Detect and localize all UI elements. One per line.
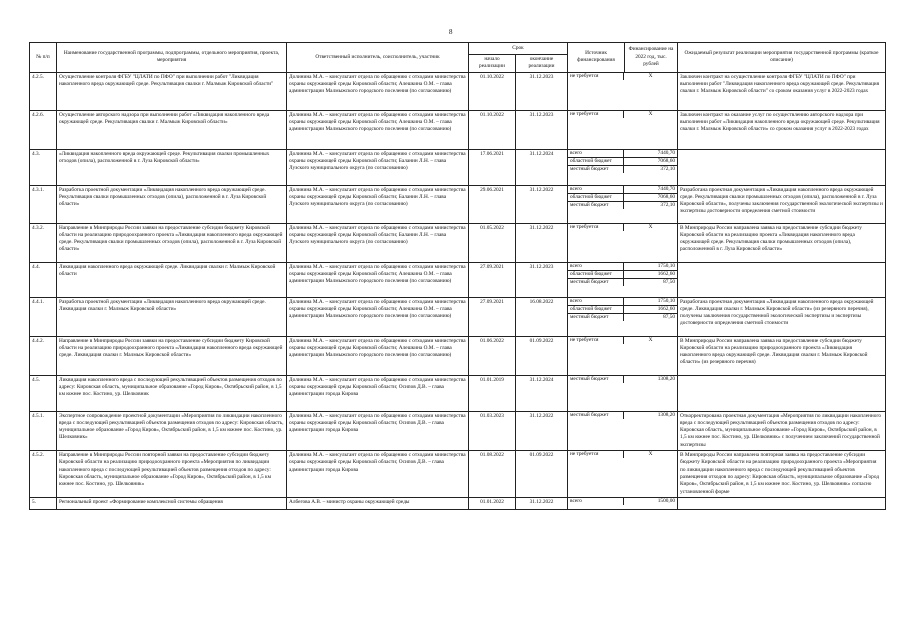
header-funding: Финансирование на 2022 год, тыс. рублей (625, 43, 678, 73)
row-executor: Долинина М.А. – консультант отдела по обращению с отходами министерства охраны окружающей среды Кировской области; Алешкина О.М. – глава администрации Малмыжского городского поселения (по согласованию) (287, 297, 469, 336)
row-start-date: 01.01.2022 (469, 497, 516, 509)
row-name: Региональный проект «Формирование комплексной системы обращения (57, 497, 287, 509)
financing-source: не требуется (570, 223, 599, 230)
financing-value: 1662,60 (623, 271, 677, 279)
header-source: Источник финансирования (568, 43, 625, 73)
row-name: Осуществление контроля ФГБУ "ЦЛАТИ по ПФО" при выполнении работ "Ликвидация накопленного вреда окружающей среде. Рекультивация свалки г. Малмыж Кировской области" (57, 72, 287, 110)
row-financing (568, 375, 678, 411)
financing-source: всего (568, 186, 623, 194)
financing-value: 1308,20 (623, 376, 677, 383)
row-result (678, 497, 886, 509)
row-financing (568, 185, 678, 223)
financing-source: областной бюджет (568, 271, 623, 279)
row-financing (568, 149, 678, 185)
row-result: В Минприроды России направлена заявка на предоставление субсидии бюджету Кировской области на реализацию проекта «Ликвидация накопленного вреда окружающей среде. Рекультивация свалки промышленных отходов (опила), расположенной в г. Луза Кировской области» (678, 223, 886, 262)
row-result: Заключен контракт на оказание услуг по осуществлению авторского надзора при выполнении работ «Ликвидация накопленного вреда окружающей среде. Рекультивация свалки г. Малмыж Кировской области» со сроком оказания услуг в 2022-2023 годах (678, 110, 886, 149)
financing-source: всего (568, 150, 623, 158)
row-result: Откорректирована проектная документация «Мероприятия по ликвидации накопленного вреда с последующей рекультивацией объектов размещения отходов по адресу: Кировская область, муниципальное образование «Город Киров», Октябрьский район, в 1,5 км южнее пос. Костино, ур. Шелковник» с получением заключений государственной экспертизы (678, 411, 886, 450)
row-name: Осуществление авторского надзора при выполнении работ «Ликвидация накопленного вреда окружающей среде. Рекультивация свалки г. Малмыж Кировской области» (57, 110, 287, 149)
financing-value: 87,50 (623, 279, 677, 286)
row-start-date: 27.09.2021 (469, 297, 516, 336)
row-financing (568, 336, 678, 375)
table-row (30, 262, 886, 297)
header-term: Срок (469, 43, 568, 55)
row-name: Экспертное сопровождение проектной документации «Мероприятия по ликвидации накопленного вреда с последующей рекультивацией объектов размещения отходов по адресу: Кировская область, муниципальное образование «Город Киров», Октябрьский район, в 1,5 км южнее пос. Костино, ур. Шелковник» (57, 411, 287, 450)
row-number: 5. (30, 497, 57, 509)
row-start-date: 01.10.2022 (469, 72, 516, 110)
row-end-date: 01.09.2022 (516, 451, 568, 498)
row-name: Разработка проектной документации «Ликвидация накопленного вреда окружающей среде. Ликвидация свалки г. Малмыж Кировской области» (57, 297, 287, 336)
row-executor: Долинина М.А. – консультант отдела по обращению с отходами министерства охраны окружающей среды Кировской области; Алешкина О.М. – глава администрации Малмыжского городского поселения (по согласованию) (287, 336, 469, 375)
financing-value: X (623, 224, 677, 231)
row-end-date: 31.12.2023 (516, 72, 568, 110)
financing-source: областной бюджет (568, 194, 623, 202)
row-executor: Долинина М.А. – консультант отдела по обращению с отходами министерства охраны окружающей среды Кировской области; Осипов Д.В. – глава администрации города Кирова (287, 411, 469, 450)
financing-source: местный бюджет (570, 202, 609, 209)
table-row (30, 110, 886, 149)
header-executor: Ответственный исполнитель, соисполнитель, участник (287, 43, 469, 73)
row-name: Направление в Минприроды России заявки на предоставление субсидии бюджету Кировской области на реализацию природоохранного проекта «Ликвидация накопленного вреда окружающей среде. Рекультивация свалки промышленных отходов (опила), расположенной в г. Луза Кировской области» (57, 223, 287, 262)
financing-value: X (623, 337, 677, 344)
row-end-date: 31.12.2022 (516, 185, 568, 223)
row-end-date: 31.12.2023 (516, 110, 568, 149)
financing-value: 372,10 (623, 202, 677, 209)
program-table (29, 42, 886, 510)
row-start-date: 01.05.2022 (469, 223, 516, 262)
financing-source: всего (570, 497, 582, 504)
row-executor: Долинина М.А. – консультант отдела по обращению с отходами министерства охраны окружающей среды Кировской области; Осипов Д.В. – глава администрации города Кирова (287, 451, 469, 498)
table-row (30, 497, 886, 509)
row-executor: Долинина М.А. – консультант отдела по обращению с отходами министерства охраны окружающей среды Кировской области; Баланин Л.Н. – глава Лузского муниципального округа (по согласованию) (287, 149, 469, 185)
financing-value: 7068,60 (623, 194, 677, 202)
row-number: 4.5. (30, 375, 57, 411)
row-number: 4.4.2. (30, 336, 57, 375)
row-start-date: 17.06.2021 (469, 149, 516, 185)
row-start-date: 01.08.2022 (469, 451, 516, 498)
financing-source: местный бюджет (570, 279, 609, 286)
row-end-date: 31.12.2022 (516, 411, 568, 450)
financing-value: 1308,20 (623, 412, 677, 419)
row-financing (568, 297, 678, 336)
row-executor: Долинина М.А. – консультант отдела по обращению с отходами министерства охраны окружающей среды Кировской области; Алешкина О.М. – глава администрации Малмыжского городского поселения (по согласованию) (287, 72, 469, 110)
row-financing (568, 262, 678, 297)
row-executor: Долинина М.А. – консультант отдела по обращению с отходами министерства охраны окружающей среды Кировской области; Осипов Д.В. – глава администрации города Кирова (287, 375, 469, 411)
table-header (30, 43, 886, 73)
table-row (30, 451, 886, 498)
row-financing (568, 497, 678, 509)
row-result: Разработана проектная документация «Ликвидация накопленного вреда окружающей среде. Ликвидация свалки г. Малмыж Кировской области» (из резервного перечня), получены заключения государственной экологической экспертизы и экспертизы достоверности определения сметной стоимости (678, 297, 886, 336)
table-row (30, 411, 886, 450)
table-row (30, 149, 886, 185)
row-start-date: 29.06.2021 (469, 185, 516, 223)
financing-value: 7068,60 (623, 158, 677, 166)
row-start-date: 01.10.2022 (469, 110, 516, 149)
financing-source: областной бюджет (568, 306, 623, 314)
header-result: Ожидаемый результат реализации мероприятия государственной программы (краткое описание) (678, 43, 886, 73)
row-financing (568, 223, 678, 262)
financing-value: X (623, 111, 677, 118)
row-financing (568, 451, 678, 498)
financing-value: X (623, 451, 677, 458)
header-term-end: окончание реализации (516, 55, 568, 73)
row-number: 4.3. (30, 149, 57, 185)
row-number: 4.5.2. (30, 451, 57, 498)
header-num: № п/п (30, 43, 57, 73)
row-executor: Долинина М.А. – консультант отдела по обращению с отходами министерства охраны окружающей среды Кировской области; Алешкина О.М. – глава администрации Малмыжского городского поселения (по согласованию) (287, 262, 469, 297)
financing-value: 1662,60 (623, 306, 677, 314)
row-end-date: 01.09.2022 (516, 336, 568, 375)
table-row (30, 336, 886, 375)
row-number: 4.2.5. (30, 72, 57, 110)
financing-value: X (623, 73, 677, 80)
row-end-date: 31.12.2022 (516, 223, 568, 262)
financing-source: местный бюджет (570, 375, 609, 382)
row-start-date: 01.03.2023 (469, 411, 516, 450)
row-name: Направление в Минприроды России повторной заявки на предоставление субсидии бюджету Кировской области на реализацию природоохранного проекта «Мероприятия по ликвидации накопленного вреда с последующей рекультивацией объектов размещения отходов по адресу: Кировская область, муниципальное образование «Город Киров», Октябрьский район, в 1,5 км южнее пос. Костино, ур. Шелковник» (57, 451, 287, 498)
financing-value: 1750,10 (623, 263, 677, 271)
row-result: Заключен контракт на осуществление контроля ФГБУ "ЦЛАТИ по ПФО" при выполнении работ "Ликвидация накопленного вреда окружающей среде. Рекультивация свалки г. Малмыж Кировской области" со сроком оказания услуг в 2022-2023 годах (678, 72, 886, 110)
header-name: Наименование государственной программы, подпрограммы, отдельного мероприятия, проекта, мероприятия (57, 43, 287, 73)
financing-source: не требуется (570, 72, 599, 79)
row-executor: Долинина М.А. – консультант отдела по обращению с отходами министерства охраны окружающей среды Кировской области; Алешкина О.М. – глава администрации Малмыжского городского поселения (по согласованию) (287, 110, 469, 149)
financing-source: всего (568, 263, 623, 271)
table-row (30, 72, 886, 110)
row-number: 4.3.2. (30, 223, 57, 262)
table-row (30, 297, 886, 336)
row-start-date: 01.06.2022 (469, 336, 516, 375)
table-row (30, 223, 886, 262)
row-result: Разработана проектная документация «Ликвидация накопленного вреда окружающей среде. Рекультивация свалки промышленных отходов (опила), расположенной в г. Луза Кировской области», получены заключения государственной экологической экспертизы и экспертизы достоверности определения сметной стоимости (678, 185, 886, 223)
financing-source: всего (568, 298, 623, 306)
row-number: 4.4. (30, 262, 57, 297)
financing-source: не требуется (570, 110, 599, 117)
table-row (30, 375, 886, 411)
row-end-date: 31.12.2024 (516, 375, 568, 411)
financing-source: местный бюджет (570, 166, 609, 173)
row-financing (568, 110, 678, 149)
row-end-date: 16.08.2022 (516, 297, 568, 336)
row-name: Направление в Минприроды России заявки на предоставление субсидии бюджету Кировской области на реализацию природоохранного проекта «Ликвидация накопленного вреда окружающей среде. Ликвидация свалки г. Малмыж Кировской области» (57, 336, 287, 375)
row-end-date: 31.12.2023 (516, 262, 568, 297)
row-number: 4.5.1. (30, 411, 57, 450)
row-executor: Албегова А.В. – министр охраны окружающей среды (287, 497, 469, 509)
row-executor: Долинина М.А. – консультант отдела по обращению с отходами министерства охраны окружающей среды Кировской области; Баланин Л.Н. – глава Лузского муниципального округа (по согласованию) (287, 185, 469, 223)
row-name: Ликвидация накопленного вреда с последующей рекультивацией объектов размещения отходов по адресу: Кировская область, муниципальное образование «Город Киров», Октябрьский район, в 1,5 км южнее пос. Костино, ур. Шелковник (57, 375, 287, 411)
row-result (678, 262, 886, 297)
table-body (30, 72, 886, 509)
row-result: В Минприроды России направлена заявка на предоставление субсидии бюджету Кировской области на реализацию природоохранного проекта «Ликвидация накопленного вреда окружающей среде. Ликвидация свалки г. Малмыж Кировской области» (из резервного перечня) (678, 336, 886, 375)
row-result: В Минприроды России направлена повторная заявка на предоставление субсидии бюджету Кировской области на реализацию природоохранного проекта «Мероприятия по ликвидации накопленного вреда с последующей рекультивацией объектов размещения отходов по адресу: Кировская область, муниципальное образование «Город Киров», Октябрьский район, в 1,5 км южнее пос. Костино, ур. Шелковник» согласно установленной форме (678, 451, 886, 498)
row-start-date: 01.01.2019 (469, 375, 516, 411)
row-number: 4.2.6. (30, 110, 57, 149)
row-start-date: 27.09.2021 (469, 262, 516, 297)
row-name: «Ликвидация накопленного вреда окружающей среде. Рекультивация свалки промышленных отходов (опила), расположенной в г. Луза Кировской области» (57, 149, 287, 185)
financing-value: 7440,70 (623, 150, 677, 158)
table-row (30, 185, 886, 223)
row-name: Ликвидация накопленного вреда окружающей среде. Ликвидация свалки г. Малмыж Кировской области (57, 262, 287, 297)
financing-value: 1500,00 (623, 498, 677, 505)
row-end-date: 31.12.2022 (516, 497, 568, 509)
row-number: 4.3.1. (30, 185, 57, 223)
header-term-start: начало реализации (469, 55, 516, 73)
row-end-date: 31.12.2024 (516, 149, 568, 185)
financing-source: не требуется (570, 336, 599, 343)
financing-source: местный бюджет (570, 314, 609, 321)
financing-value: 7440,70 (623, 186, 677, 194)
row-number: 4.4.1. (30, 297, 57, 336)
financing-value: 372,10 (623, 166, 677, 173)
financing-source: не требуется (570, 451, 599, 458)
financing-source: местный бюджет (570, 411, 609, 418)
row-executor: Долинина М.А. – консультант отдела по обращению с отходами министерства охраны окружающей среды Кировской области; Баланин Л.Н. – глава Лузского муниципального округа (по согласованию) (287, 223, 469, 262)
row-financing (568, 411, 678, 450)
row-financing (568, 72, 678, 110)
row-result (678, 149, 886, 185)
financing-source: областной бюджет (568, 158, 623, 166)
row-result (678, 375, 886, 411)
financing-value: 1750,10 (623, 298, 677, 306)
row-name: Разработка проектной документации «Ликвидация накопленного вреда окружающей среде. Рекультивация свалки промышленных отходов (опила), расположенной в г. Луза Кировской области» (57, 185, 287, 223)
financing-value: 87,50 (623, 314, 677, 321)
page-number: 8 (449, 28, 453, 36)
